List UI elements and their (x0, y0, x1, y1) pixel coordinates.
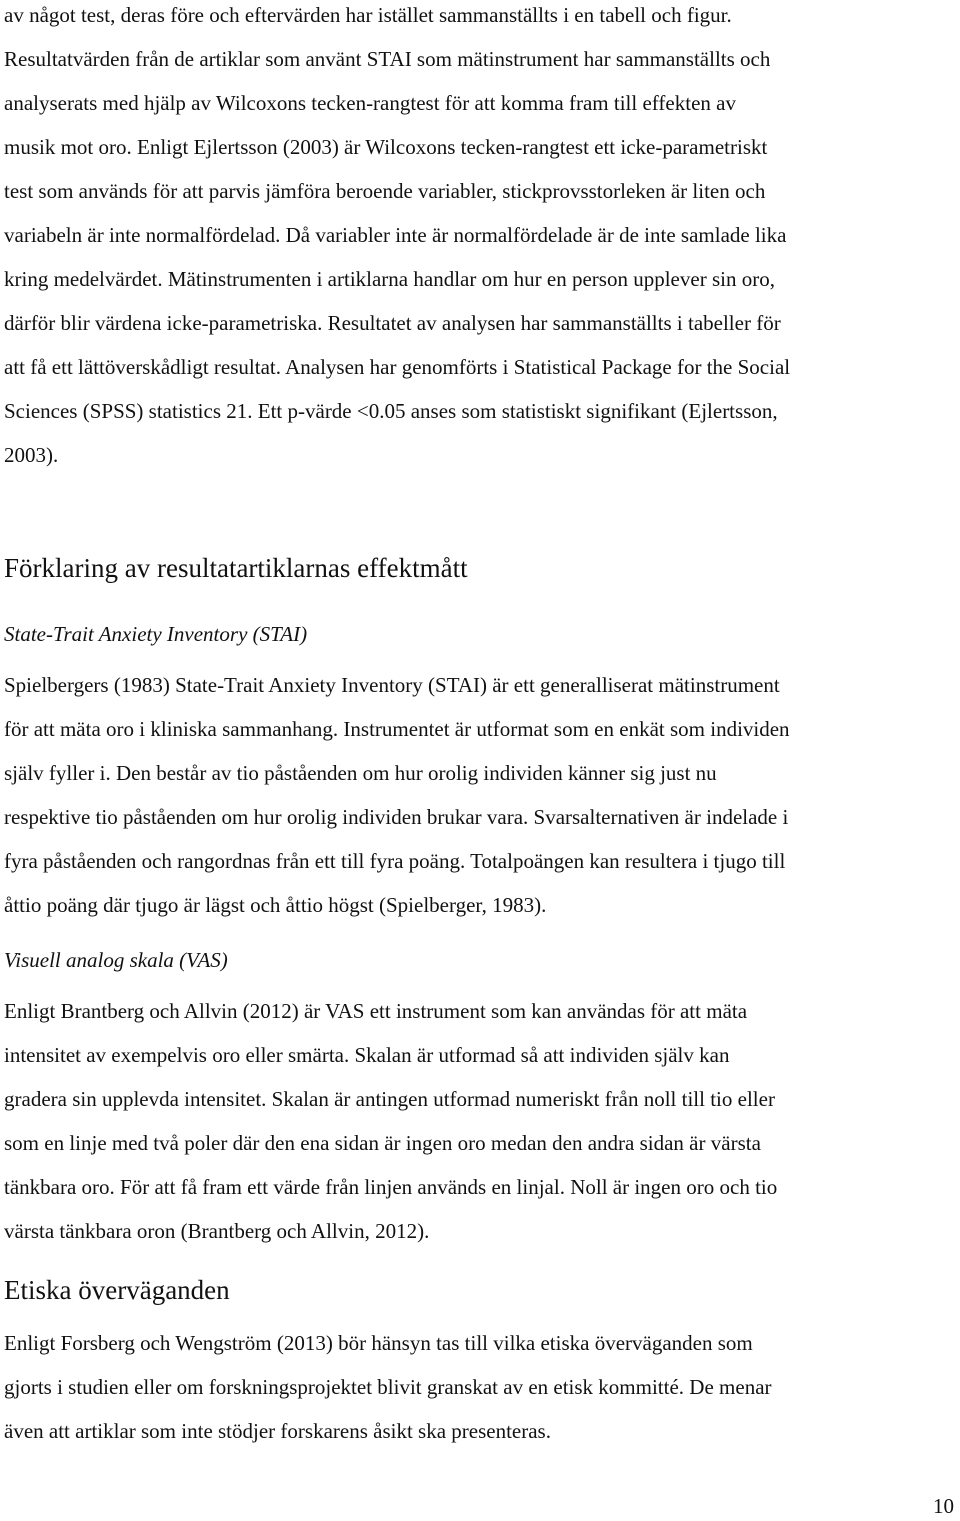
stai-paragraph: Spielbergers (1983) State-Trait Anxiety Inventory (STAI) är ett generalliserat mätinstrument för att mäta oro i kliniska sammanhang. Instrumentet är utformat som en enkät som individen själv fyller i. Den består av tio påståenden om hur orolig individen känner sig just nu respektive tio påståenden om hur orolig individen brukar vara. Svarsalternativen är indelade i fyra påståenden och rangordnas från ett till fyra poäng. Totalpoängen kan resultera i tjugo till åttio poäng där tjugo är lägst och åttio högst (Spielberger, 1983). (4, 673, 790, 917)
section-heading-etik: Etiska överväganden (4, 1275, 230, 1305)
vas-paragraph: Enligt Brantberg och Allvin (2012) är VAS ett instrument som kan användas för att mäta intensitet av exempelvis oro eller smärta. Skalan är utformad så att individen själv kan gradera sin upplevda intensitet. Skalan är antingen utformad numeriskt från noll till tio eller som en linje med två poler där den ena sidan är ingen oro medan den andra sidan är värsta tänkbara oro. För att få fram ett värde från linjen används en linjal. Noll är ingen oro och tio värsta tänkbara oron (Brantberg och Allvin, 2012). (4, 999, 778, 1243)
subheading-stai: State-Trait Anxiety Inventory (STAI) (4, 622, 308, 646)
document-page (4, 0, 956, 1453)
etik-paragraph: Enligt Forsberg och Wengström (2013) bör hänsyn tas till vilka etiska överväganden som gjorts i studien eller om forskningsprojektet blivit granskat av en etisk kommitté. De menar även att artiklar som inte stödjer forskarens åsikt ska presenteras. (4, 1331, 772, 1443)
page-number: 10 (933, 1494, 954, 1518)
intro-paragraph: av något test, deras före och eftervärden har istället sammanställts i en tabell och figur. Resultatvärden från de artiklar som använt STAI som mätinstrument har sammanställts och analyserats med hjälp av Wilcoxons tecken-rangtest för att komma fram till effekten av musik mot oro. Enligt Ejlertsson (2003) är Wilcoxons tecken-rangtest ett icke-parametriskt test som används för att parvis jämföra beroende variabler, stickprovsstorleken är liten och variabeln är inte normalfördelad. Då variabler inte är normalfördelade är de inte samlade lika kring medelvärdet. Mätinstrumenten i artiklarna handlar om hur en person upplever sin oro, därför blir värdena icke-parametriska. Resultatet av analysen har sammanställts i tabeller för att få ett lättöverskådligt resultat. Analysen har genomförts i Statistical Package for the Social Sciences (SPSS) statistics 21. Ett p-värde <0.05 anses som statistiskt signifikant (Ejlertsson, 2003). (4, 3, 791, 467)
section-heading-forklaring: Förklaring av resultatartiklarnas effektmått (4, 553, 468, 583)
subheading-vas: Visuell analog skala (VAS) (4, 948, 228, 972)
